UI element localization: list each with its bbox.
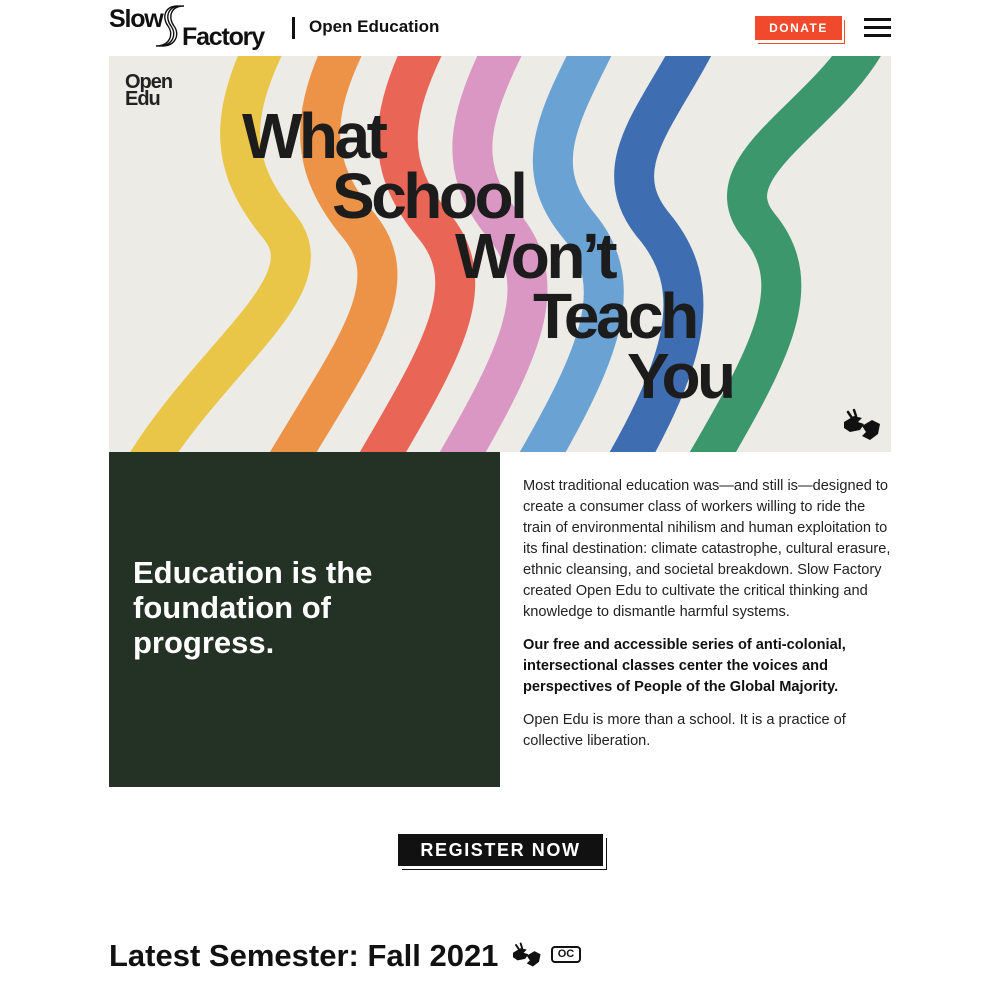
header-divider <box>292 17 295 39</box>
mission-tagline: Education is the foundation of progress. <box>133 555 373 660</box>
open-edu-logo-line1: Open <box>125 71 173 93</box>
logo-word-factory: Factory <box>182 23 264 51</box>
hamburger-menu-icon[interactable] <box>864 18 891 38</box>
open-caption-badge: OC <box>551 946 581 963</box>
sign-language-hands-icon <box>840 408 882 442</box>
about-paragraph-3: Open Edu is more than a school. It is a practice of collective liberation. <box>523 712 846 749</box>
donate-button[interactable]: DONATE <box>755 16 842 40</box>
logo-word-slow: Slow <box>109 5 163 33</box>
about-copy <box>523 476 893 764</box>
logo-swoosh-icon <box>155 4 185 48</box>
slow-factory-logo[interactable] <box>109 4 269 50</box>
latest-semester-heading: Latest Semester: Fall 2021 <box>109 938 499 973</box>
register-now-button[interactable]: REGISTER NOW <box>398 834 603 866</box>
about-paragraph-1: Most traditional education was—and still is—designed to create a consumer class of workers willing to ride the train of environmental nihilism and human exploitation to its final destination: climate catastrophe, cultural erasure, ethnic cleansing, and societal breakdown. Slow Factory created Open Edu to cultivate the critical thinking and knowledge to dismantle harmful systems. <box>523 478 891 620</box>
headline-line-4: Teach <box>533 280 696 352</box>
about-paragraph-2: Our free and accessible series of anti-colonial, intersectional classes center the voices and perspectives of People of the Global Majority. <box>523 637 846 695</box>
open-edu-logo-line2: Edu <box>125 88 160 110</box>
hero-banner <box>109 56 891 452</box>
headline-line-3: Won’t <box>455 220 615 292</box>
headline-line-1: What <box>242 100 385 172</box>
section-title[interactable]: Open Education <box>309 17 440 36</box>
headline-line-5: You <box>627 340 733 412</box>
sign-language-icon <box>509 942 543 968</box>
open-edu-logo <box>125 71 173 110</box>
headline-line-2: School <box>332 160 525 232</box>
mission-panel <box>109 452 500 787</box>
site-header <box>109 0 891 56</box>
